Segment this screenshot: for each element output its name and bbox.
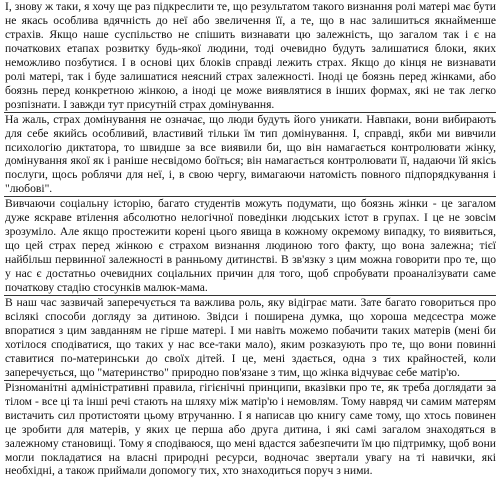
paragraph-1: І, знову ж таки, я хочу ще раз підкреслити те, що результатом такого визнання ролі матері має бути не якась особлива вдячність до неї або звеличення її, а те, що в нас залишиться якнайменше страхів. Якщо наше суспільство не спішить визнавати цю залежність, що загалом так і є на початкових етапах розвитку будь-якої людини, тоді очевидно будуть залишатися блоки, яких неможливо позбутися. І в основі цих блоків справді лежить страх. Якщо до кінця не визнавати ролі матері, так і буде залишатися неясний страх залежності. Іноді це боязнь перед жінками, або боязнь перед конкретною жінкою, а іноді це може виявлятися в інших формах, які не так легко розпізнати. І завжди тут присутній страх домінування. [5, 0, 496, 111]
paragraph-2: На жаль, страх домінування не означає, що люди будуть його уникати. Навпаки, вони вибирають для себе якийсь особливий, властивий тільки їм тип домінування. І, справді, якби ми вивчили психологію диктатора, то швидше за все виявили би, що він намагається контролювати жінку, домінування якої як і раніше несвідомо боїться; він намагається контролювати її, надаючи їй якісь послуги, щось роблячи для неї, і, в свою чергу, вимагаючи натомість повного підпорядкування і "любові". [5, 112, 496, 196]
paragraph-5: Різноманітні адміністративні правила, гігієнічні принципи, вказівки про те, як треба доглядати за тілом - все ці та інші речі стають на шляху між матір'ю і немовлям. Тому навряд чи самим матерям вистачить сил протистояти цьому втручанню. І я написав цю книгу саме тому, що хтось повинен це зробити для матерів, у яких це перша або друга дитина, і які самі загалом знаходяться в залежному становищі. Тому я сподіваюся, що мені вдастся забезпечити їм цю підтримку, щоб вони могли покладатися на власні природні ресурси, водночас звертали увагу на ті навички, які необхідні, а також приймали допомогу тих, хто знаходиться поруч з ними. [5, 380, 496, 478]
paragraph-3: Вивчаючи соціальну історію, багато студентів можуть подумати, що боязнь жінки - це загалом дуже яскраве втілення абсолютно нелогічної поведінки людських істот в групах. І це не зовсім зрозуміло. Але якщо простежити корені цього явища в кожному окремому випадку, то виявиться, що цей страх перед жінкою є страхом визнання людиною того факту, що вона залежна; тієї найбільш первинної залежності в ранньому дитинстві. В зв'язку з цим можна говорити про те, що у нас є достатньо очевидних соціальних причин для того, щоб спробувати проаналізувати саме початкову стадію стосунків малюк-мама. [5, 197, 496, 295]
paragraph-4: В наш час зазвичай заперечується та важлива роль, яку відіграє мати. Зате багато говориться про всілякі способи догляду за дитиною. Звідси і поширена думка, що хороша медсестра може впоратися з цим завданням не гірше матері. І ми навіть можемо побачити таких матерів (мені би хотілося сподіватися, що таких у нас все-таки мало), яким розказують про те, що вони повинні ставитися по-материнськи до своїх дітей. І це, мені здається, одна з тих крайностей, коли заперечується, що "материнство" природно пов'язане з тим, що жінка відчуває себе матір'ю. [5, 296, 496, 379]
